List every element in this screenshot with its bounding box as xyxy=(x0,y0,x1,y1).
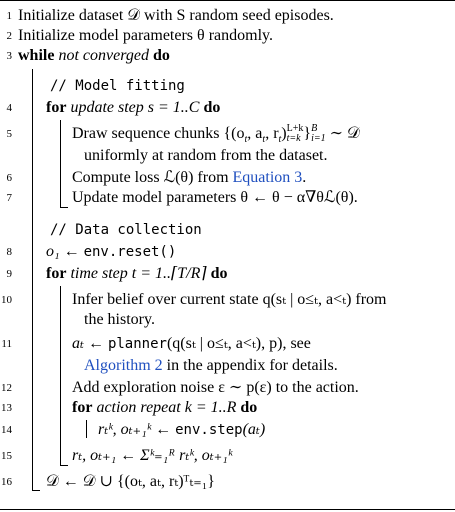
text-fragment: Draw sequence chunks {(o xyxy=(72,125,245,142)
code-fragment: env.reset() xyxy=(83,244,177,260)
text-fragment: Compute loss ℒ(θ) from xyxy=(72,169,233,186)
bottom-rule xyxy=(0,509,455,510)
comment-text: // Data collection xyxy=(50,222,202,238)
line-text xyxy=(72,332,311,356)
text-fragment: in the appendix for details. xyxy=(162,357,338,374)
line-number: 8 xyxy=(6,246,12,258)
subscript: t=k xyxy=(286,133,301,145)
line-number: 7 xyxy=(6,192,12,204)
while-statement xyxy=(18,44,170,68)
line-number: 3 xyxy=(6,50,12,62)
line-text: rₜ, oₜ₊₁ ← Σᵏ₌₁ᴿ rₜᵏ, oₜ₊₁ᵏ xyxy=(72,447,233,464)
line-text xyxy=(84,354,338,378)
repeat-block-bar xyxy=(86,420,87,438)
line-text: the history. xyxy=(84,311,155,328)
line-text: Add exploration noise ε ∼ p(ε) to the action. xyxy=(72,379,359,396)
for-statement xyxy=(72,396,257,420)
comment-text: // Model fitting xyxy=(50,78,185,94)
text-fragment: } xyxy=(303,125,312,142)
while-condition: not converged xyxy=(58,47,149,64)
text-fragment: o₁ ← xyxy=(46,243,84,260)
while-block-foot xyxy=(32,490,40,491)
line-number: 11 xyxy=(1,338,12,350)
code-fragment: env.step xyxy=(175,422,243,438)
for-block-foot xyxy=(60,207,68,208)
subscript: t xyxy=(278,134,282,146)
subscript: i=1 xyxy=(311,133,326,145)
line-number: 16 xyxy=(1,476,12,488)
line-number: 14 xyxy=(1,424,12,436)
keyword-do: do xyxy=(152,47,170,64)
top-rule xyxy=(0,0,455,1)
line-text: 𝒟 ← 𝒟 ∪ {(oₜ, aₜ, rₜ)ᵀₜ₌₁} xyxy=(46,473,215,490)
line-text: Infer belief over current state q(sₜ | o≤ₜ, a<ₜ) from xyxy=(72,291,387,308)
for-statement xyxy=(46,96,220,120)
subscript: t xyxy=(244,134,248,146)
line-number: 13 xyxy=(1,402,12,414)
line-number: 5 xyxy=(6,128,12,140)
line-text: Initialize dataset 𝒟 with S random seed episodes. xyxy=(18,7,334,24)
subscript: t xyxy=(262,134,266,146)
keyword-for: for xyxy=(46,265,67,282)
line-number: 4 xyxy=(6,102,12,114)
keyword-for: for xyxy=(72,399,93,416)
for-block-foot xyxy=(60,465,68,466)
index-range xyxy=(287,124,304,144)
line-text xyxy=(98,418,265,442)
keyword-while: while xyxy=(18,47,55,64)
line-number: 12 xyxy=(1,382,12,394)
line-text: Initialize model parameters θ randomly. xyxy=(18,27,273,44)
line-text: uniformly at random from the dataset. xyxy=(84,147,328,164)
text-fragment: ) xyxy=(281,125,287,142)
text-fragment: , a xyxy=(247,125,263,142)
line-number: 2 xyxy=(6,30,12,42)
line-number: 1 xyxy=(6,10,12,22)
code-fragment: planner xyxy=(107,336,167,352)
for-statement xyxy=(46,262,228,286)
text-fragment: (q(sₜ | o≤ₜ, a<ₜ), p), see xyxy=(166,335,311,352)
for-condition: update step s = 1..C xyxy=(70,99,200,116)
line-number: 15 xyxy=(1,450,12,462)
line-text xyxy=(72,122,360,146)
line-text xyxy=(46,240,176,264)
index-range xyxy=(311,124,326,144)
text-fragment: aₜ ← xyxy=(72,335,108,352)
for-condition: time step t = 1..⌈T/R⌉ xyxy=(70,265,207,282)
algorithm-2-link[interactable]: Algorithm 2 xyxy=(84,357,163,374)
while-block-bar xyxy=(32,69,33,491)
text-fragment: rₜᵏ, oₜ₊₁ᵏ ← xyxy=(98,421,176,438)
line-number: 10 xyxy=(1,294,12,306)
equation-3-link[interactable]: Equation 3 xyxy=(232,169,303,186)
text-fragment: . xyxy=(302,169,307,186)
text-fragment: , r xyxy=(265,125,279,142)
keyword-do: do xyxy=(203,99,221,116)
line-number: 6 xyxy=(6,172,12,184)
line-text: Update model parameters θ ← θ − α∇θℒ(θ). xyxy=(72,189,358,206)
text-fragment: ∼ 𝒟 xyxy=(325,125,360,142)
text-fragment: (aₜ) xyxy=(242,421,266,438)
keyword-do: do xyxy=(210,265,228,282)
keyword-do: do xyxy=(240,399,258,416)
for-condition: action repeat k = 1..R xyxy=(96,399,237,416)
line-number: 9 xyxy=(6,268,12,280)
for-block-bar xyxy=(60,120,61,208)
superscript: B xyxy=(311,123,318,135)
keyword-for: for xyxy=(46,99,67,116)
for-block-bar xyxy=(60,286,61,466)
superscript: L+k xyxy=(286,123,304,135)
